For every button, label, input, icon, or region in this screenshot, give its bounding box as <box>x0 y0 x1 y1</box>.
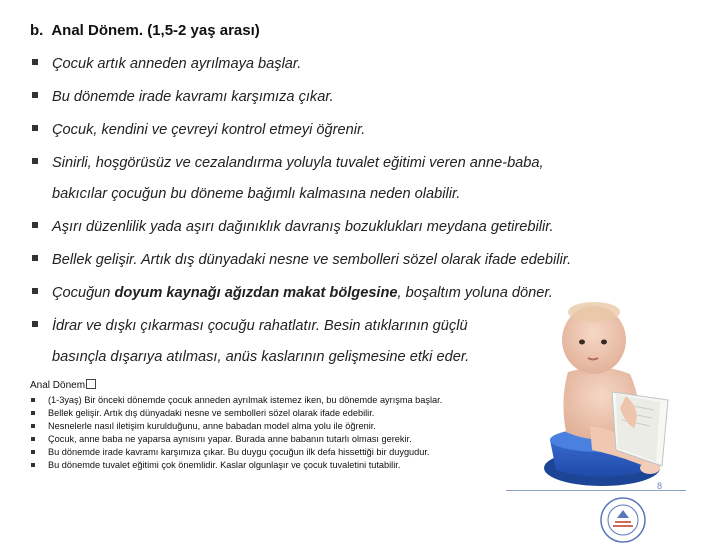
bullet-square-icon <box>31 437 35 441</box>
bullet-item <box>32 89 334 105</box>
university-seal-logo <box>599 496 647 544</box>
bullet-square-icon <box>31 424 35 428</box>
bullet-square-icon <box>32 255 38 261</box>
bullet-square-icon <box>31 398 35 402</box>
bullet-text: , boşaltım yoluna döner. <box>397 285 553 301</box>
notes-item-text: Çocuk, anne baba ne yaparsa aynısını yapar. Burada anne babanın tutarlı olması gerekir. <box>48 434 412 444</box>
title-text: Anal Dönem. (1,5-2 yaş arası) <box>51 22 260 39</box>
bullet-text: İdrar ve dışkı çıkarması çocuğu rahatlatır. Besin atıklarının güçlü <box>52 318 468 334</box>
bullet-item <box>32 122 365 138</box>
notes-heading <box>30 380 96 391</box>
bullet-item <box>32 155 544 171</box>
bullet-square-icon <box>31 450 35 454</box>
baby-on-potty-photo <box>530 300 690 500</box>
bullet-square-icon <box>32 222 38 228</box>
bullet-square-icon <box>31 463 35 467</box>
notes-item-text: (1-3yaş) Bir önceki dönemde çocuk anneden ayrılmak istemez iken, bu dönemde ayrışma başlar. <box>48 395 443 405</box>
notes-item <box>31 460 400 470</box>
notes-item-text: Nesnelerle nasıl iletişim kurulduğunu, anne babadan model alma yolu ile öğrenir. <box>48 421 376 431</box>
bullet-square-icon <box>32 59 38 65</box>
notes-heading-text: Anal Dönem <box>30 380 86 391</box>
bullet-square-icon <box>32 92 38 98</box>
slide-title <box>30 22 260 39</box>
bullet-text: Çocuk, kendini ve çevreyi kontrol etmeyi öğrenir. <box>52 122 366 138</box>
bullet-bold-text: doyum kaynağı ağızdan makat bölgesine <box>114 285 398 301</box>
bullet-item <box>32 56 301 72</box>
notes-item <box>31 421 376 431</box>
bullet-square-icon <box>32 158 38 164</box>
bullet-square-icon <box>32 321 38 327</box>
bullet-square-icon <box>32 288 38 294</box>
bullet-item <box>32 252 571 268</box>
missing-glyph-icon <box>86 379 96 389</box>
bullet-continuation: basınçla dışarıya atılması, anüs kaslarının gelişmesine etki eder. <box>52 349 470 365</box>
page-number: 8 <box>657 481 663 491</box>
title-label: b. <box>30 22 44 39</box>
notes-item <box>31 395 442 405</box>
bullet-text: Bellek gelişir. Artık dış dünyadaki nesne ve sembolleri sözel olarak ifade edebilir. <box>52 252 572 268</box>
bullet-item <box>32 285 553 301</box>
notes-item-text: Bu dönemde tuvalet eğitimi çok önemlidir. Kaslar olgunlaşır ve çocuk tuvaletini tutabilir. <box>48 460 401 470</box>
bullet-text: Çocuğun <box>52 285 115 301</box>
notes-item-text: Bu dönemde irade kavramı karşımıza çıkar. Bu duygu çocuğun ilk defa hissettiği bir duygudur. <box>48 447 430 457</box>
bullet-item <box>32 318 468 334</box>
notes-item <box>31 447 429 457</box>
bullet-text: Aşırı düzenlilik yada aşırı dağınıklık davranış bozuklukları meydana getirebilir. <box>52 219 554 235</box>
notes-item <box>31 408 374 418</box>
bullet-square-icon <box>31 411 35 415</box>
notes-item-text: Bellek gelişir. Artık dış dünyadaki nesne ve sembolleri sözel olarak ifade edebilir. <box>48 408 375 418</box>
bullet-item <box>32 219 554 235</box>
bullet-square-icon <box>32 125 38 131</box>
bullet-continuation: bakıcılar çocuğun bu döneme bağımlı kalmasına neden olabilir. <box>52 186 461 202</box>
bullet-text: Çocuk artık anneden ayrılmaya başlar. <box>52 56 302 72</box>
bullet-text: Sinirli, hoşgörüsüz ve cezalandırma yoluyla tuvalet eğitimi veren anne-baba, <box>52 155 544 171</box>
bullet-text: Bu dönemde irade kavramı karşımıza çıkar. <box>52 89 334 105</box>
notes-item <box>31 434 412 444</box>
